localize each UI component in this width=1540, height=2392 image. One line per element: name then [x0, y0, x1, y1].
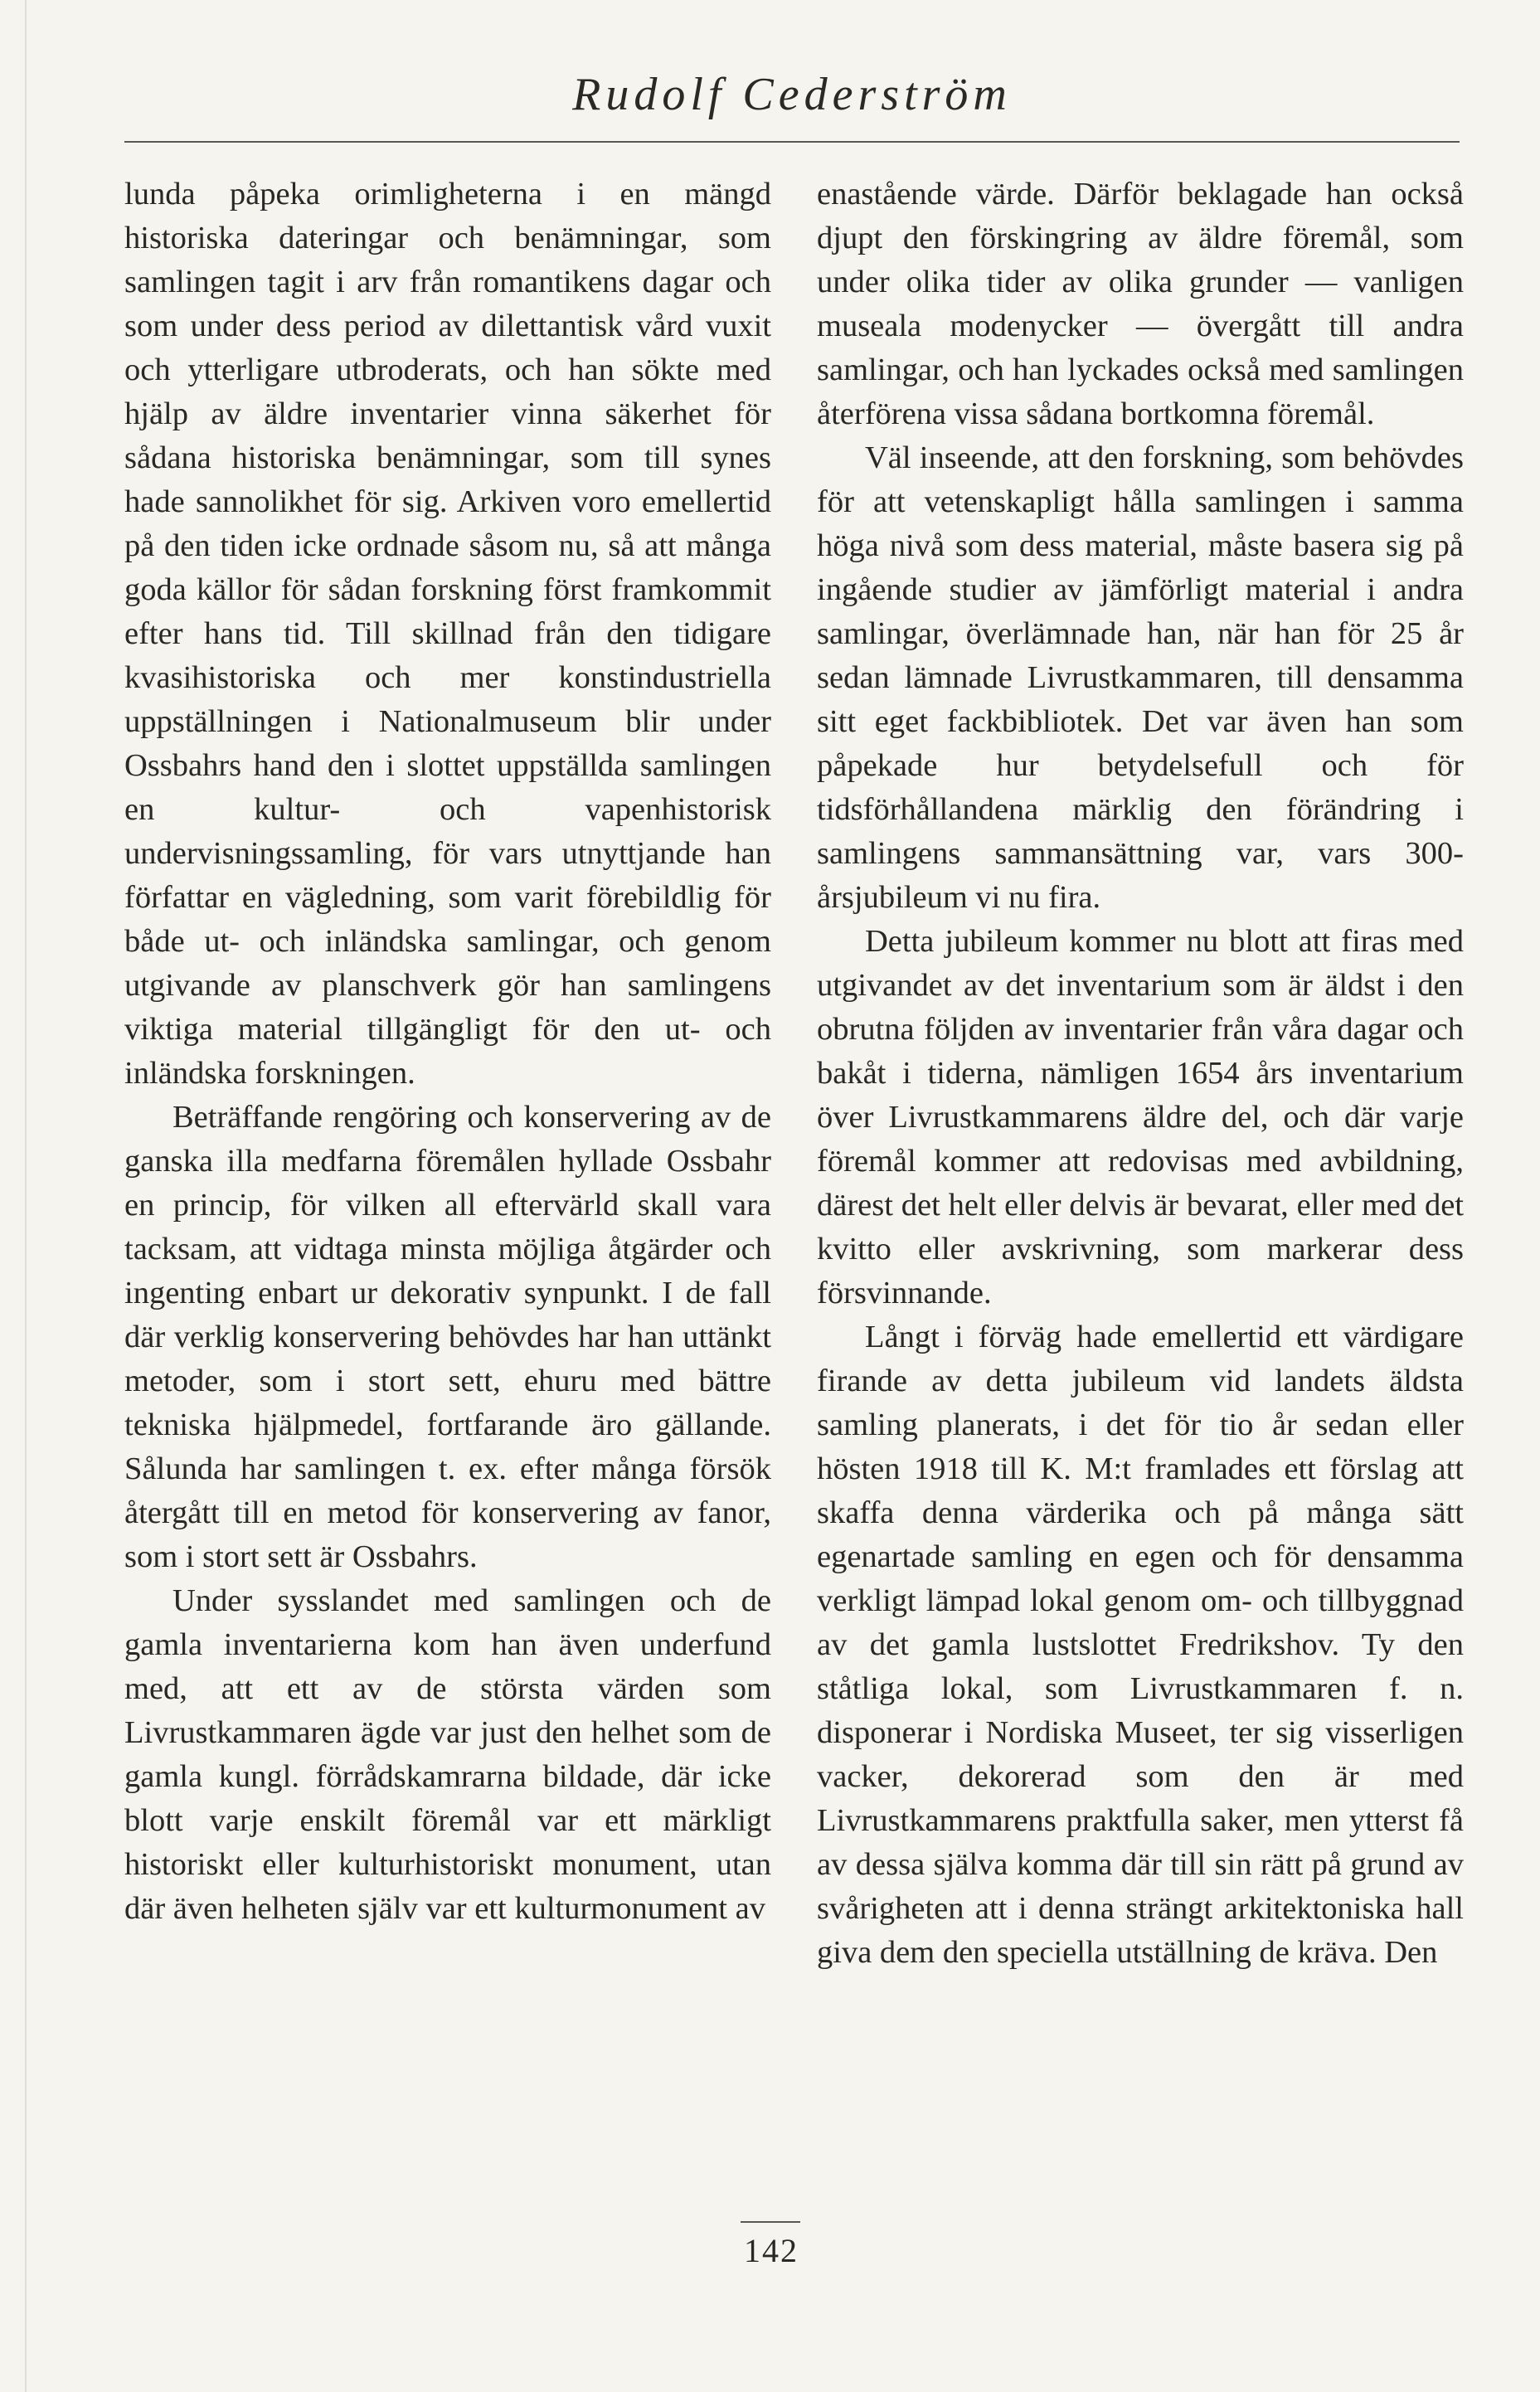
left-column — [124, 173, 771, 1931]
paragraph: lunda påpeka orimligheterna i en mängd historiska dateringar och benämningar, som samlingen tagit i arv från romantikens dagar och som under dess period av dilettantisk vård vuxit och ytterligare utbroderats, och han sökte med hjälp av äldre inventarier vinna säkerhet för sådana historiska benämningar, som till synes hade sannolikhet för sig. Arkiven voro emellertid på den tiden icke ordnade såsom nu, så att många goda källor för sådan forskning först framkommit efter hans tid. Till skillnad från den tidigare kvasihistoriska och mer konstindustriella uppställningen i Nationalmuseum blir under Ossbahrs hand den i slottet uppställda samlingen en kultur- och vapenhistorisk undervisningssamling, för vars utnyttjande han författar en vägledning, som varit förebildlig för både ut- och inländska samlingar, och genom utgivande av planschverk gör han samlingens viktiga material tillgängligt för den ut- och inländska forskningen. — [124, 177, 771, 1091]
folio-rule — [741, 2221, 800, 2223]
paragraph: Långt i förväg hade emellertid ett värdigare firande av detta jubileum vid landets äldsta samling planerats, i det för tio år sedan eller hösten 1918 till K. M:t framlades ett förslag att skaffa denna värderika och på många sätt egenartade samling en egen och för densamma verkligt lämpad lokal genom om- och tillbyggnad av det gamla lustslottet Fredrikshov. Ty den ståtliga lokal, som Livrustkammaren f. n. disponerar i Nordiska Museet, ter sig visserligen vacker, dekorerad som den är med Livrustkammarens praktfulla saker, men ytterst få av dessa själva komma där till sin rätt på grund av svårigheten att i denna strängt arkitektoniska hall giva dem den speciella utställning de kräva. Den — [817, 1320, 1464, 1970]
running-title: Rudolf Cederström — [572, 69, 1012, 120]
paragraph: Detta jubileum kommer nu blott att firas med utgivandet av det inventarium som är äldst i den obrutna följden av inventarier från våra dagar och bakåt i tiderna, nämligen 1654 års inventarium över Livrustkammarens äldre del, och där varje föremål kommer att redovisas med avbildning, därest det helt eller delvis är bevarat, eller med det kvitto eller avskrivning, som markerar dess försvinnande. — [817, 924, 1464, 1310]
right-column — [817, 173, 1464, 1975]
paragraph: Beträffande rengöring och konservering av de ganska illa medfarna föremålen hyllade Ossbahr en princip, för vilken all eftervärld skall vara tacksam, att vidtaga minsta möjliga åtgärder och ingenting enbart ur dekorativ synpunkt. I de fall där verklig konservering behövdes har han uttänkt metoder, som i stort sett, ehuru med bättre tekniska hjälpmedel, fortfarande äro gällande. Sålunda har samlingen t. ex. efter många försök återgått till en metod för konservering av fanor, som i stort sett är Ossbahrs. — [124, 1100, 771, 1574]
header-rule — [124, 141, 1460, 143]
paragraph: enastående värde. Därför beklagade han också djupt den förskingring av äldre föremål, som under olika tider av olika grunder — vanligen museala modenycker — övergått till andra samlingar, och han lyckades också med samlingen återförena vissa sådana bortkomna föremål. — [817, 177, 1464, 431]
page-number: 142 — [744, 2232, 799, 2269]
paragraph: Väl inseende, att den forskning, som behövdes för att vetenskapligt hålla samlingen i samma höga nivå som dess material, måste basera sig på ingående studier av jämförligt material i andra samlingar, överlämnade han, när han för 25 år sedan lämnade Livrustkammaren, till densamma sitt eget fackbibliotek. Det var även han som påpekade hur betydelsefull och för tidsförhållandena märklig den förändring i samlingens sammansättning var, vars 300-årsjubileum vi nu fira. — [817, 440, 1464, 915]
paragraph: Under sysslandet med samlingen och de gamla inventarierna kom han även underfund med, att ett av de största värden som Livrustkammaren ägde var just den helhet som de gamla kungl. förrådskamrarna bildade, där icke blott varje enskilt föremål var ett märkligt historiskt eller kulturhistoriskt monument, utan där även helheten själv var ett kulturmonument av — [124, 1583, 771, 1926]
page-edge-shadow — [25, 0, 27, 2392]
